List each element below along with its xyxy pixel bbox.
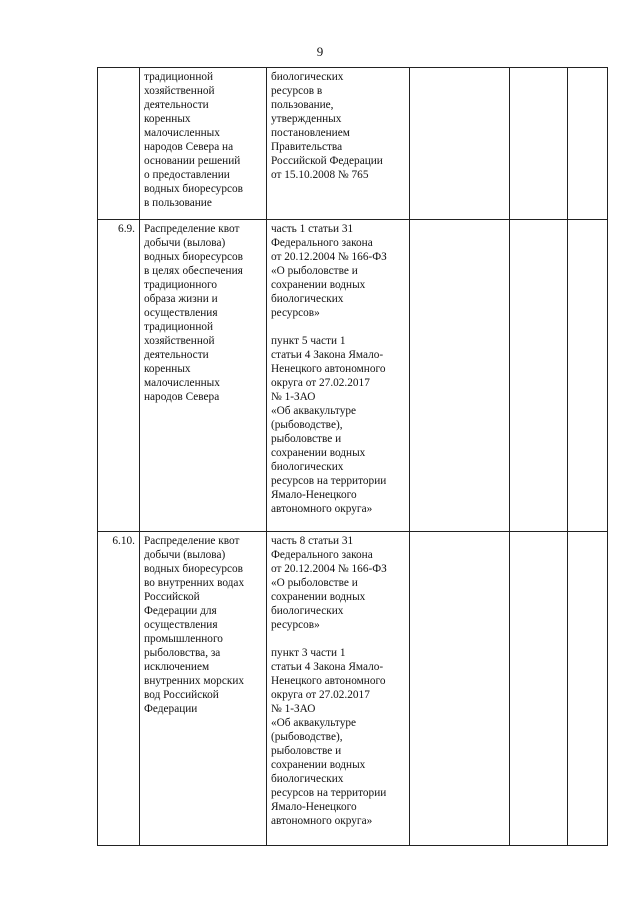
empty-cell-col4: [410, 68, 510, 220]
legal-basis-cell: часть 1 статьи 31 Федерального закона от 20.12.2004 № 166-ФЗ «О рыболовстве и сохранении водных биологических ресурсов» пункт 5 части 1 статьи 4 Закона Ямало- Ненецкого автономного округа от 27.02.2017 № 1-ЗАО «Об аквакультуре (рыбоводстве), рыболовстве и сохранении водных биологических ресурсов на территории Ямало-Ненецкого автономного округа»: [267, 220, 410, 532]
row-number-cell: [98, 68, 140, 220]
table-row: [98, 532, 608, 846]
page-number: 9: [316, 44, 324, 59]
empty-cell-col5: [510, 532, 568, 846]
service-name-cell: традиционной хозяйственной деятельности коренных малочисленных народов Севера на основании решений о предоставлении водных биоресурсов в пользование: [140, 68, 267, 220]
empty-cell-col4: [410, 532, 510, 846]
row-number-cell: 6.10.: [98, 532, 140, 846]
service-name-cell: Распределение квот добычи (вылова) водных биоресурсов в целях обеспечения традиционного образа жизни и осуществления традиционной хозяйственной деятельности коренных малочисленных народов Севера: [140, 220, 267, 532]
empty-cell-col6: [568, 68, 608, 220]
regulation-table: [97, 67, 608, 846]
legal-basis-cell: биологических ресурсов в пользование, утвержденных постановлением Правительства Российской Федерации от 15.10.2008 № 765: [267, 68, 410, 220]
row-number-cell: 6.9.: [98, 220, 140, 532]
table-row: [98, 220, 608, 532]
empty-cell-col6: [568, 220, 608, 532]
empty-cell-col5: [510, 220, 568, 532]
service-name-cell: Распределение квот добычи (вылова) водных биоресурсов во внутренних водах Российской Федерации для осуществления промышленного рыболовства, за исключением внутренних морских вод Российской Федерации: [140, 532, 267, 846]
empty-cell-col5: [510, 68, 568, 220]
table-row: [98, 68, 608, 220]
empty-cell-col6: [568, 532, 608, 846]
legal-basis-cell: часть 8 статьи 31 Федерального закона от 20.12.2004 № 166-ФЗ «О рыболовстве и сохранении водных биологических ресурсов» пункт 3 части 1 статьи 4 Закона Ямало- Ненецкого автономного округа от 27.02.2017 № 1-ЗАО «Об аквакультуре (рыбоводстве), рыболовстве и сохранении водных биологических ресурсов на территории Ямало-Ненецкого автономного округа»: [267, 532, 410, 846]
empty-cell-col4: [410, 220, 510, 532]
